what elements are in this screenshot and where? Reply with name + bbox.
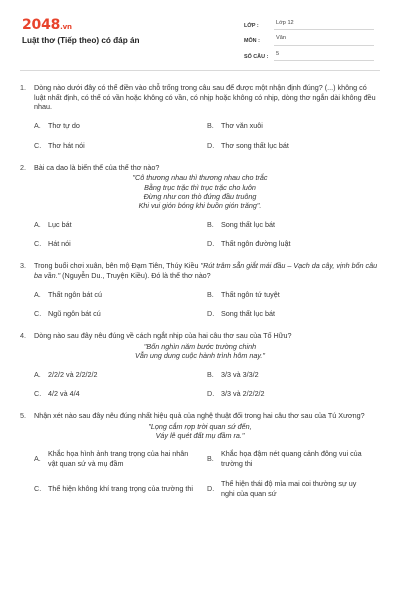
page-title: Luật thơ (Tiếp theo) có đáp án <box>22 36 140 45</box>
option-a[interactable] <box>34 449 207 468</box>
option-c[interactable] <box>34 479 207 498</box>
poem-line: Váy lê quét đất mụ đầm ra." <box>155 431 245 441</box>
poem-line: Đừng như con thò đứng đầu truông <box>143 192 257 202</box>
option-b[interactable] <box>207 121 380 131</box>
question-text: Bài ca dao là biến thể của thể thơ nào? <box>34 162 160 172</box>
option-d[interactable] <box>207 309 380 319</box>
option-a[interactable] <box>34 121 207 131</box>
option-letter: B. <box>207 121 214 131</box>
option-text: 4/2 và 4/4 <box>48 389 80 399</box>
question-number: 1. <box>20 83 26 92</box>
option-c[interactable] <box>34 141 207 151</box>
option-d[interactable] <box>207 239 380 249</box>
option-text: Thất ngôn đường luật <box>221 239 291 249</box>
poem-line: Bằng trục trặc thì trục trặc cho luôn <box>144 182 256 192</box>
question-number: 2. <box>20 162 26 172</box>
option-letter: A. <box>34 121 41 131</box>
option-letter: A. <box>34 219 41 229</box>
answer-options <box>20 220 380 249</box>
poem-quote <box>20 173 380 210</box>
option-letter: D. <box>207 389 215 399</box>
option-text: Lục bát <box>48 219 72 229</box>
option-a[interactable] <box>34 220 207 230</box>
question-text <box>34 261 380 280</box>
option-text: Song thất lục bát <box>221 219 275 229</box>
option-b[interactable] <box>207 220 380 230</box>
option-letter: D. <box>207 140 215 150</box>
question-number: 5. <box>20 410 26 420</box>
meta-value: 5 <box>274 51 374 61</box>
option-text: 3/3 và 2/2/2/2 <box>221 389 265 399</box>
option-letter: C. <box>34 483 42 493</box>
option-letter: C. <box>34 239 42 249</box>
option-text: 3/3 và 3/3/2 <box>221 369 259 379</box>
question-text: Nhận xét nào sau đây nêu đúng nhất hiệu quả của nghệ thuật đối trong hai câu thơ sau của Tú Xương? <box>34 410 365 420</box>
meta-row-count <box>244 47 374 61</box>
answer-options <box>20 370 380 399</box>
poem-line: "Lọng cắm rợp trời quan sứ đến, <box>148 421 252 431</box>
option-letter: B. <box>207 454 214 464</box>
poem-line: "Cô thương nhau thì thương nhau cho trắc <box>132 173 268 183</box>
answer-options <box>20 449 380 498</box>
meta-row-class <box>244 16 374 30</box>
option-b[interactable] <box>207 370 380 380</box>
option-text: Thơ song thất lục bát <box>221 140 289 150</box>
logo-suffix: .vn <box>60 23 72 31</box>
option-c[interactable] <box>34 239 207 249</box>
option-text: Khắc họa đậm nét quang cảnh đông vui của trường thi <box>221 449 362 469</box>
poem-line: "Bốn nghìn năm bước trường chinh <box>143 341 257 351</box>
option-text: Hát nói <box>48 239 71 249</box>
option-text: Thơ tự do <box>48 121 80 131</box>
poem-quote <box>20 342 380 361</box>
option-text: Khắc họa hình ảnh trang trọng của hai nhân vật quan sứ và mụ đầm <box>48 449 189 469</box>
option-text: Thơ văn xuôi <box>221 121 263 131</box>
question-text: Dòng nào dưới đây có thể điền vào chỗ trống trong câu sau để được một nhận định đúng? (...) không có luật nhất định, có thể có vần hoặc không có vần, có nhịp hoặc không có nhịp, dòng thơ ngắn dài không đều nhau. <box>34 83 376 112</box>
option-letter: A. <box>34 454 41 464</box>
option-a[interactable] <box>34 370 207 380</box>
poem-line: Vẫn ung dung cuộc hành trình hôm nay." <box>135 351 265 361</box>
option-text: Thể hiện thái độ mỉa mai coi thường sự uy nghi của quan sứ <box>221 478 357 498</box>
option-a[interactable] <box>34 290 207 300</box>
question-text-tail: (Nguyễn Du., Truyện Kiều). Đó là thể thơ nào? <box>60 270 211 280</box>
meta-value: Lớp 12 <box>274 20 374 30</box>
option-text: Thể hiện không khí trang trọng của trường thi <box>48 483 193 493</box>
poem-line: Khi vui gión bóng khi buồn gión trăng". <box>138 201 262 211</box>
option-text: 2/2/2 và 2/2/2/2 <box>48 369 98 379</box>
option-d[interactable] <box>207 479 380 498</box>
meta-info <box>244 16 374 63</box>
question-text-plain: Trong buổi chơi xuân, bên mộ Đạm Tiên, Thúy Kiều <box>34 261 201 271</box>
meta-label: SỐ CÂU : <box>244 53 269 60</box>
question-4 <box>20 331 380 399</box>
question-1 <box>20 83 380 151</box>
option-d[interactable] <box>207 389 380 399</box>
option-text: Ngũ ngôn bát cú <box>48 309 101 319</box>
option-letter: C. <box>34 140 42 150</box>
site-logo[interactable] <box>22 16 72 35</box>
answer-options <box>20 290 380 319</box>
meta-label: LỚP : <box>244 22 259 29</box>
option-letter: D. <box>207 483 215 493</box>
question-2 <box>20 163 380 250</box>
option-letter: B. <box>207 369 214 379</box>
logo-text: 2048 <box>22 17 61 33</box>
question-text-quote: "Rút trâm sẵn giắt mái đầu – Vạch da cây, vịnh bốn câu ba vần." <box>34 261 378 280</box>
option-text: Song thất lục bát <box>221 309 275 319</box>
option-letter: D. <box>207 239 215 249</box>
option-letter: A. <box>34 289 41 299</box>
meta-label: MÔN : <box>244 38 260 45</box>
option-letter: B. <box>207 219 214 229</box>
question-number: 4. <box>20 331 26 341</box>
question-number: 3. <box>20 261 26 271</box>
answer-options <box>20 121 380 150</box>
option-text: Thơ hát nói <box>48 140 85 150</box>
option-text: Thất ngôn tứ tuyệt <box>221 289 280 299</box>
question-5 <box>20 411 380 498</box>
option-letter: D. <box>207 309 215 319</box>
option-b[interactable] <box>207 449 380 468</box>
option-c[interactable] <box>34 309 207 319</box>
option-letter: A. <box>34 369 41 379</box>
option-letter: C. <box>34 309 42 319</box>
document-header <box>20 14 380 66</box>
header-divider <box>20 70 380 71</box>
option-c[interactable] <box>34 389 207 399</box>
option-d[interactable] <box>207 141 380 151</box>
option-text: Thất ngôn bát cú <box>48 289 102 299</box>
meta-value: Văn <box>274 35 374 45</box>
meta-row-subject <box>244 32 374 46</box>
poem-quote <box>20 422 380 441</box>
question-text: Dòng nào sau đây nêu đúng về cách ngắt nhịp của hai câu thơ sau của Tố Hữu? <box>34 331 292 341</box>
option-letter: C. <box>34 389 42 399</box>
option-letter: B. <box>207 289 214 299</box>
question-3 <box>20 261 380 319</box>
option-b[interactable] <box>207 290 380 300</box>
